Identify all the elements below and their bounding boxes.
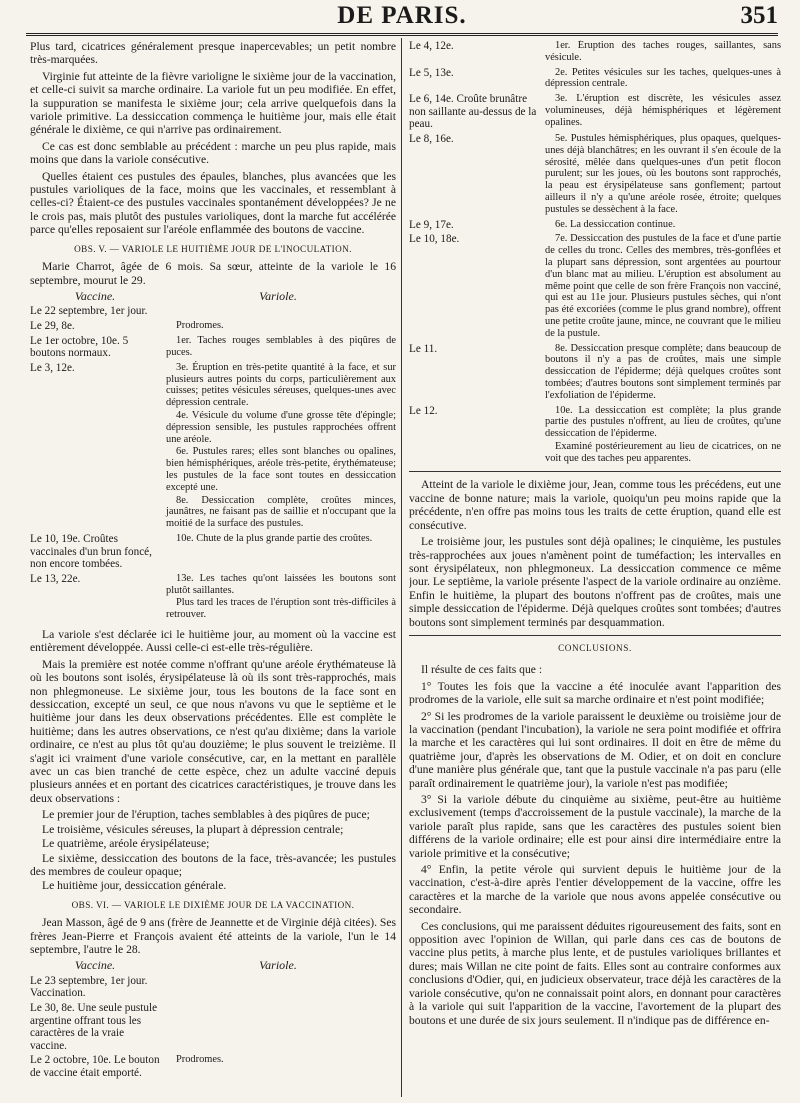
paragraph: Atteint de la variole le dixième jour, Jean, comme tous les précédens, eut une vaccine de bonne nature; mais la variole, quoiqu'un peu moins rapide que la précédente, n'en offre pas moins tous les traits de cette éruption, quand elle est consécutive. [409, 478, 781, 532]
row-observation [545, 219, 781, 232]
table-row [409, 405, 781, 466]
observation-entry: 6e. Pustules rares; elles sont blanches ou opalines, bien hémisphériques, aréole très-petite, érythémateuse; les pustules de la face sont toutes en dessiccation excepté une. [166, 446, 396, 493]
row-date: Le 8, 16e. [409, 132, 454, 145]
observation-entry: 1er. Taches rouges semblables à des piqûres de puces. [166, 334, 396, 358]
column-divider [401, 38, 402, 1097]
vaccine-heading: Vaccine. [74, 288, 116, 303]
conclusion-item: 4° Enfin, la petite vérole qui survient depuis le huitième jour de la vaccination, c'est-à-dire après l'entier développement de la vaccine, offre les caractères et la marche de la variole que nous avons appelée consécutive ou secondaire. [409, 863, 781, 917]
paragraph: Le troisième jour, les pustules sont déjà opalines; le cinquième, les pustules très-rapprochées aux joues n'amènent point de tuméfaction; les intervalles en sont érysipélateux, non phlegmoneux. La dessiccation commence ce même jour. Le septième, la variole présente l'aspect de la variole ordinaire au onzième. Enfin le huitième, la plupart des boutons n'offrent pas de croûtes, mais une simple dessiccation de l'épiderme. Déjà quelques croûtes sont tombées; d'autres boutons sont simplement terminés par desquammation. [409, 535, 781, 629]
table-row [30, 1054, 396, 1079]
table-row [409, 233, 781, 340]
row-observation [166, 305, 396, 318]
observation-entry: Prodromes. [176, 319, 224, 331]
observation-entry: Examiné postérieurement au lieu de cicatrices, on ne voit que des taches peu apparentes. [545, 440, 781, 464]
row-date: Le 3, 12e. [30, 361, 75, 374]
conclusion-item: 3° Si la variole débute du cinquième au sixième, peut-être au huitième exclusivement (temps d'accroissement de la pustule vaccinale), la marche de la variole paraît plus rapide, sans que les caractères des pustules soient bien différens de la variole ordinaire; elle est pour ainsi dire intermédiaire entre la variole primitive et la consécutive; [409, 793, 781, 860]
row-date: Le 4, 12e. [409, 40, 454, 52]
table-row [409, 40, 781, 65]
table-row [30, 975, 396, 1000]
table-row [30, 335, 396, 360]
table-row [409, 219, 781, 232]
table-row [30, 305, 396, 318]
row-observation [166, 1002, 396, 1052]
row-date: Le 29, 8e. [30, 319, 75, 332]
row-observation [545, 233, 781, 340]
row-observation [166, 1054, 396, 1079]
conclusion-item: 1° Toutes les fois que la vaccine a été inoculée avant l'apparition des prodromes de la variole, elle suit sa marche ordinaire et n'est point modifiée; [409, 679, 781, 707]
left-column [30, 40, 396, 1097]
row-observation [166, 573, 396, 622]
row-date: Le 9, 17e. [409, 218, 454, 231]
observation-table [30, 975, 396, 1080]
header-rule [26, 33, 778, 36]
row-date: Le 13, 22e. [30, 572, 81, 585]
variole-heading: Variole. [259, 288, 297, 303]
row-observation [545, 93, 781, 131]
observation-entry: 4e. Vésicule du volume d'une grosse tête d'épingle; dépression sensible, les pustules rapprochées offrent une aréole. [166, 410, 396, 445]
row-observation [166, 320, 396, 333]
paragraph: La variole s'est déclarée ici le huitième jour, au moment où la vaccine est entièrement développée. Aussi celle-ci est-elle très-régulière. [30, 628, 396, 655]
observation-table [409, 40, 781, 465]
paragraph: Ce cas est donc semblable au précédent : marche un peu plus rapide, mais moins que dans la variole consécutive. [30, 139, 396, 167]
row-date: Le 2 octobre, 10e. Le bouton de vaccine était emporté. [30, 1054, 160, 1079]
row-observation [545, 40, 781, 65]
paragraph: Virginie fut atteinte de la fièvre varioligne le sixième jour de la vaccination, et celle-ci suivit sa marche ordinaire. La variole fut un peu modifiée. En effet, la suppuration se manifesta le sixième jour; cela arrive quelquefois dans la variole primitive. La dessiccation commença le huitième jour, mais elle était générale le dixième, ce qui n'arrive pas ordinairement. [30, 69, 396, 137]
row-date: Le 30, 8e. Une seule pustule argentine offrant tous les caractères de la vraie vaccine. [30, 1001, 158, 1052]
row-date: Le 12. [409, 404, 438, 417]
paragraph: Plus tard, cicatrices généralement presque inapercevables; un petit nombre très-marquées. [30, 40, 396, 67]
conclusions-title: CONCLUSIONS. [558, 642, 632, 653]
page-number: 351 [740, 2, 778, 29]
list-item: Le premier jour de l'éruption, taches semblables à des piqûres de puce; [42, 808, 370, 822]
observation-table [30, 305, 396, 622]
table-row [409, 67, 781, 92]
row-observation [545, 67, 781, 92]
observation-intro: Marie Charrot, âgée de 6 mois. Sa sœur, atteinte de la variole le 16 septembre, mourut le 29. [30, 260, 396, 287]
row-date: Le 6, 14e. Croûte brunâtre non saillante au-dessus de la peau. [409, 93, 537, 131]
right-column [409, 40, 781, 1097]
table-row [30, 1002, 396, 1052]
list-item: Le sixième, dessiccation des boutons de la face, très-avancée; les pustules des membres de couleur opaque; [30, 851, 396, 878]
observation-entry: 3e. L'éruption est discrète, les vésicules assez volumineuses, déjà hémisphériques et légèrement opalines. [545, 93, 781, 128]
observation-intro: Jean Masson, âgé de 9 ans (frère de Jeannette et de Virginie déjà citées). Ses frères Jean-Pierre et François avaient été atteints de la variole, l'un le 14 septembre, l'autre le 28. [30, 916, 396, 956]
row-date: Le 10, 19e. Croûtes vaccinales d'un brun foncé, non encore tombées. [30, 533, 152, 571]
row-observation [166, 975, 396, 1000]
paragraph: Ces conclusions, qui me paraissent déduites rigoureusement des faits, sont en opposition avec l'opinion de Willan, qui parle dans ces cas de boutons de vaccine plus petits, à marche plus lente, et de pustules varioliques brillantes et dures; mais Willan ne cite point de faits. Elles sont au contraire conformes aux conclusions d'Odier, qui, en judicieux observateur, trace déjà les caractères de la variole consécutive, qu'on ne connaissait point alors, en donnant pour caractères à la variole qui suit l'apparition de la vaccine, l'avortement de la plupart des boutons et une durée de six jours seulement. Il n'indique pas de différence en- [409, 919, 781, 1027]
row-date: Le 11. [409, 342, 438, 355]
row-observation [545, 343, 781, 403]
paragraph: Il résulte de ces faits que : [421, 663, 543, 677]
observation-entry: 1er. Éruption des taches rouges, saillantes, sans vésicule. [545, 40, 781, 63]
column-headings [30, 959, 396, 972]
list-item: Le troisième, vésicules séreuses, la plupart à dépression centrale; [42, 822, 344, 836]
list-item: Le huitième jour, dessiccation générale. [42, 879, 227, 893]
table-row [409, 133, 781, 217]
running-title: DE PARIS. [337, 2, 467, 29]
section-rule [409, 635, 781, 636]
row-observation [545, 133, 781, 217]
table-row [30, 320, 396, 333]
list-item: Le quatrième, aréole érysipélateuse; [42, 837, 210, 851]
observation-entry: 10e. Chute de la plus grande partie des croûtes. [176, 533, 373, 545]
observation-entry: 13e. Les taches qu'ont laissées les boutons sont plutôt saillantes. [166, 572, 396, 596]
observation-entry: 8e. Dessiccation complète, croûtes minces, jaunâtres, ne faisant pas de saillie et n'occupant que la moitié de la surface des pustules. [166, 494, 396, 530]
observation-entry: Plus tard les traces de l'éruption sont très-difficiles à retrouver. [166, 597, 396, 621]
observation-entry: 2e. Petites vésicules sur les taches, quelques-unes à dépression centrale. [545, 66, 781, 90]
row-date: Le 23 septembre, 1er jour. Vaccination. [30, 974, 148, 1000]
observation-entry: 5e. Pustules hémisphériques, plus opaques, quelques-unes déjà blanchâtres; en les ouvrant il s'en écoule de la sérosité, mêlée dans quelques-unes d'un petit flocon purulent; sur les joues, où les boutons sont rapprochés, la peau est érysipélateuse sans gonflement; partout ailleurs il n'y a qu'une aréole rosée, étroite; quelques pustules se dessèchent à la face. [545, 132, 781, 215]
table-row [409, 343, 781, 403]
paragraph: Quelles étaient ces pustules des épaules, blanches, plus avancées que les pustules varioliques de la face, moins que les vaccinales, et ressemblant à celles-ci? Étaient-ce des pustules vaccinales spontanément développées? Je ne le crois pas, mais plutôt des pustules varioliques, dont la marche fut accélérée parce qu'elles reposaient sur l'aréole enflammée des boutons de vaccine. [30, 169, 396, 237]
observation-title: OBS. VI. — VARIOLE LE DIXIÈME JOUR DE LA VACCINATION. [71, 899, 355, 910]
row-date: Le 22 septembre, 1er jour. [30, 305, 148, 318]
table-row [30, 533, 396, 571]
row-observation [545, 405, 781, 466]
row-date: Le 1er octobre, 10e. 5 boutons normaux. [30, 334, 129, 360]
row-observation [166, 362, 396, 531]
column-headings [30, 290, 396, 303]
observation-entry: 6e. La dessiccation continue. [555, 218, 676, 230]
section-rule [409, 471, 781, 472]
vaccine-heading: Vaccine. [74, 958, 116, 973]
paragraph: Mais la première est notée comme n'offrant qu'une aréole érythémateuse là où les boutons sont isolés, érysipélateuse là où ils sont très-rapprochés, mais non phlegmoneuse. Le sixième jour, tous les boutons de la face sont en dessiccation, excepté un seul, ce que nous n'avons vu que le septième et le huitième jour dans les deux observations précédentes. Elle est complète le huitième; dans les autres observations, ce n'est qu'au dixième; dans la variole ordinaire, ce n'est au plus tôt qu'au douzième; le plus souvent le treizième. Il s'agit ici vraiment d'une variole consécutive, car, en la mettant en parallèle avec un cas bien tranché de cette espèce, chez un adulte vacciné depuis plusieurs années et en portant des cicatrices caractéristiques, je trouve dans les deux observations : [30, 657, 396, 805]
observation-entry: 8e. Dessiccation presque complète; dans beaucoup de boutons il n'y a pas de croûtes, mais une simple dessiccation de l'épiderme; déjà quelques croûtes sont tombées; d'autres boutons sont simplement terminés par l'exfoliation de l'épiderme. [545, 342, 781, 401]
row-observation [166, 335, 396, 360]
observation-entry: Prodromes. [176, 1054, 224, 1066]
table-row [409, 93, 781, 131]
observation-title: OBS. V. — VARIOLE LE HUITIÈME JOUR DE L'INOCULATION. [74, 243, 352, 254]
row-date: Le 10, 18e. [409, 233, 460, 246]
day-list [30, 808, 396, 892]
table-row [30, 573, 396, 622]
variole-heading: Variole. [259, 958, 297, 973]
observation-entry: 3e. Éruption en très-petite quantité à la face, et sur plusieurs autres points du corps, particulièrement aux cuisses; petites vésicules séreuses, quelques-unes avec dépression centrale. [166, 361, 396, 409]
conclusion-item: 2° Si les prodromes de la variole paraissent le deuxième ou troisième jour de la vaccination (pendant l'incubation), la variole ne sera point modifiée et offrira la marche et les caractères qui lui sont ordinaires. Il doit en être de même du quatrième jour, d'après les observations de M. Odier, et on doit en conclure d'une manière plus générale que, tant que la pustule vaccinale n'a pas paru (elle paraît ordinairement le quatrième jour), la variole n'est pas modifiée; [409, 709, 781, 790]
observation-entry: 7e. Dessiccation des pustules de la face et d'une partie de celles du tronc. Celles des membres, très-gonflées et la plupart sans dépression, sont argentées au pourtour d'un blanc mat au milieu. L'éruption est absolument au même point que celle de son frère François non vacciné, qui est au 11e jour. Plusieurs pustules sèches, qui n'ont pas été excoriées (comme le plus grand nombre), offrent une petite croûte jaune, mince, ne couvrant que le milieu de la pustule. [545, 233, 781, 339]
observation-entry: 10e. La dessiccation est complète; la plus grande partie des pustules n'offrent, au lieu de croûtes, qu'une dessiccation de l'épiderme. [545, 404, 781, 440]
table-row [30, 362, 396, 531]
row-date: Le 5, 13e. [409, 66, 454, 79]
page-header [26, 2, 778, 32]
row-observation [166, 533, 396, 571]
